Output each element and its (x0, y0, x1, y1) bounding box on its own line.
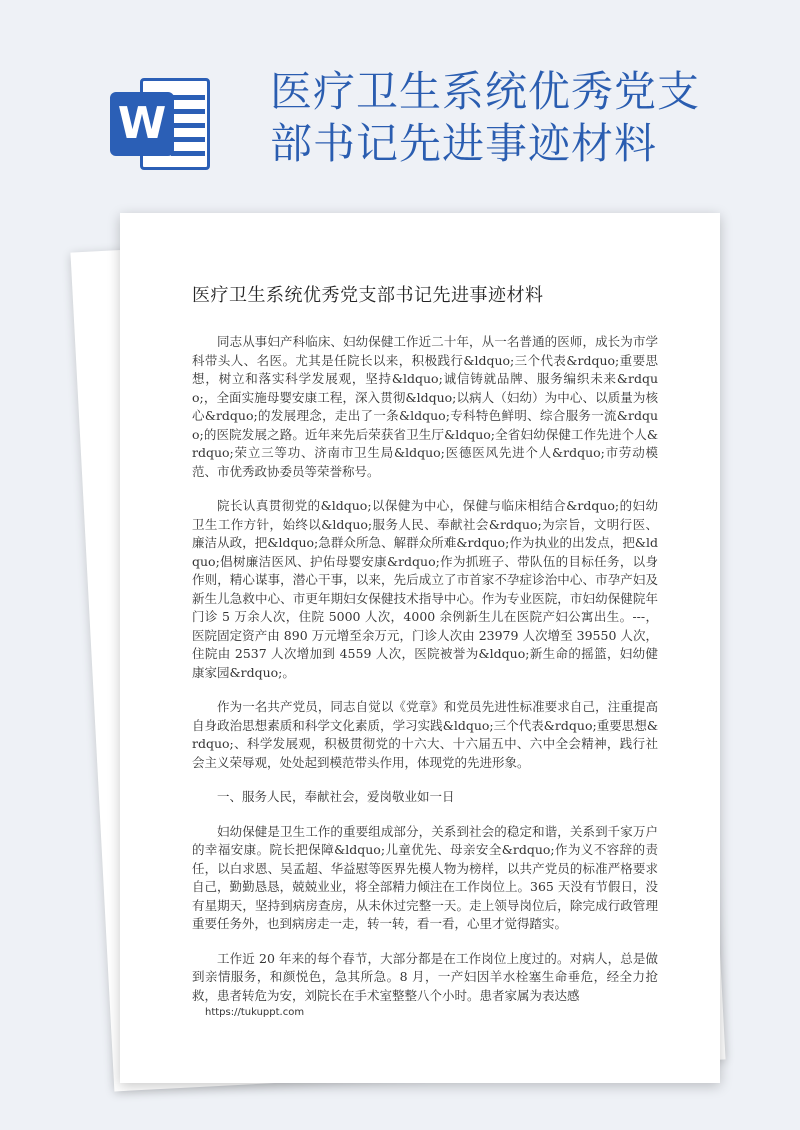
paragraph: 院长认真贯彻党的&ldquo;以保健为中心，保健与临床相结合&rdquo;的妇幼卫生工作方针，始终以&ldquo;服务人民、奉献社会&rdquo;为宗旨，文明行医、廉洁从政，把&ldquo;急群众所急、解群众所难&rdquo;作为执业的出发点，把&ldquo;倡树廉洁医风、护佑母婴安康&rdquo;作为抓班子、带队伍的目标任务，以身作则，精心谋事，潜心干事，以来，先后成立了市首家不孕症诊治中心、市孕产妇及新生儿急救中心、市更年期妇女保健技术指导中心。作为专业医院，市妇幼保健院年门诊 5 万余人次，住院 5000 人次，4000 余例新生儿在医院产妇公寓出生。---，医院固定资产由 890 万元增至余万元，门诊人次由 23979 人次增至 39550 人次，住院由 2537 人次增加到 4559 人次，医院被誉为&ldquo;新生命的摇篮，妇幼健康家园&rdquo;。 (192, 498, 658, 680)
paragraph: 同志从事妇产科临床、妇幼保健工作近二十年，从一名普通的医师，成长为市学科带头人、名医。尤其是任院长以来，积极践行&ldquo;三个代表&rdquo;重要思想，树立和落实科学发展观，坚持&ldquo;诚信铸就品牌、服务编织未来&rdquo;，全面实施母婴安康工程，深入贯彻&ldquo;以病人（妇幼）为中心、以质量为核心&rdquo;的发展理念，走出了一条&ldquo;专科特色鲜明、综合服务一流&rdquo;的医院发展之路。近年来先后荣获省卫生厅&ldquo;全省妇幼保健工作先进个人&rdquo;荣立三等功、济南市卫生局&ldquo;医德医风先进个人&rdquo;市劳动模范、市优秀政协委员等荣誉称号。 (192, 334, 658, 479)
source-url: https://tukuppt.com (205, 1007, 305, 1018)
word-document-icon (110, 72, 214, 176)
document-page (120, 213, 720, 1083)
word-letter-badge: W (110, 92, 174, 156)
paragraph: 妇幼保健是卫生工作的重要组成部分，关系到社会的稳定和谐，关系到千家万户的幸福安康。院长把保障&ldquo;儿童优先、母亲安全&rdquo;作为义不容辞的责任，以白求恩、吴孟超、华益慰等医界先模人物为榜样，以共产党员的标准严格要求自己，勤勤恳恳，兢兢业业，将全部精力倾注在工作岗位上。365 天没有节假日，没有星期天，坚持到病房查房，从未休过完整一天。走上领导岗位后，除完成行政管理重要任务外，也到病房走一走，转一转，看一看，心里才觉得踏实。 (192, 823, 658, 931)
header-title: 医疗卫生系统优秀党支部书记先进事迹材料 (270, 67, 701, 168)
paragraph: 作为一名共产党员，同志自觉以《党章》和党员先进性标准要求自己，注重提高自身政治思想素质和科学文化素质，学习实践&ldquo;三个代表&rdquo;重要思想&rdquo;、科学发展观，积极贯彻党的十六大、十六届五中、六中全会精神，践行社会主义荣辱观，处处起到模范带头作用，体现党的先进形象。 (192, 699, 658, 770)
header-banner (0, 0, 800, 205)
paragraph: 工作近 20 年来的每个春节，大部分都是在工作岗位上度过的。对病人，总是做到亲情服务，和颜悦色，急其所急。8 月，一产妇因羊水栓塞生命垂危，经全力抢救，患者转危为安，刘院长在手术室整整八个小时。患者家属为表达感 (192, 950, 658, 1003)
section-heading: 一、服务人民，奉献社会，爱岗敬业如一日 (217, 789, 455, 804)
document-title: 医疗卫生系统优秀党支部书记先进事迹材料 (192, 285, 544, 306)
